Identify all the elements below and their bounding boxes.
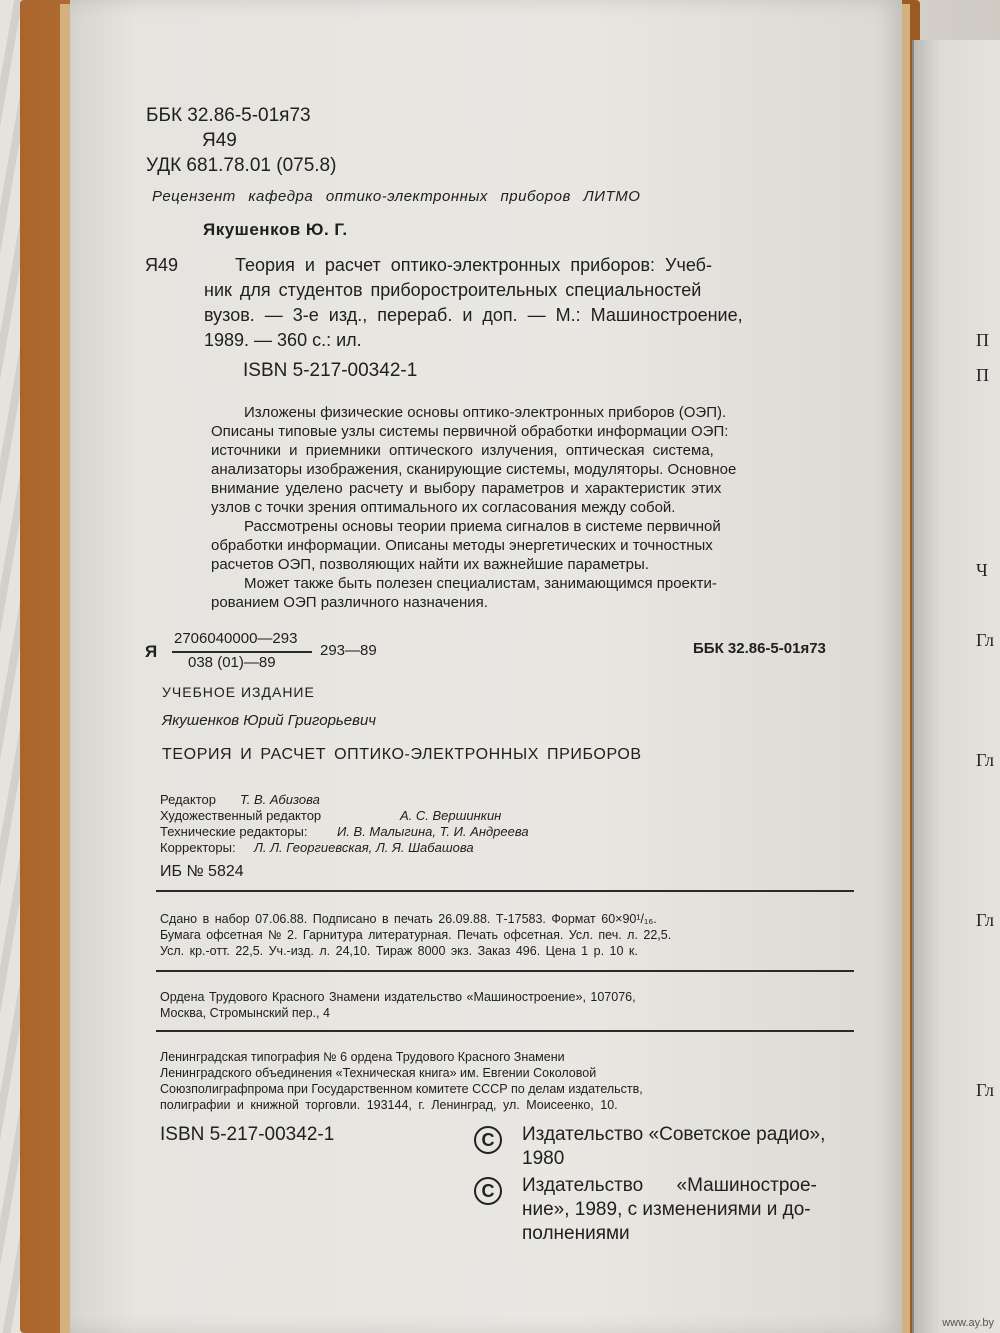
abstract-line: расчетов ОЭП, позволяющих найти их важнейшие параметры. xyxy=(211,556,649,573)
next-page-fragment: П xyxy=(976,330,989,350)
bib-code: Я49 xyxy=(145,255,179,275)
ib-number: ИБ № 5824 xyxy=(160,863,244,880)
next-page-edge xyxy=(912,40,1000,1333)
printer-line: полиграфии и книжной торговли. 193144, г. Ленинград, ул. Моисеенко, 10. xyxy=(160,1098,618,1112)
abstract-line: узлов с точки зрения оптимального их согласования между собой. xyxy=(211,499,676,516)
staff-role: Технические редакторы: xyxy=(160,824,308,839)
copyright-line: Издательство «Советское радио», xyxy=(522,1124,826,1145)
printer-line: Союзполиграфпрома при Государственном комитете СССР по делам издательств, xyxy=(160,1082,643,1096)
abstract-line: источники и приемники оптического излучения, оптическая система, xyxy=(211,442,714,459)
abstract-line: Описаны типовые узлы системы первичной обработки информации ОЭП: xyxy=(211,423,729,440)
bib-line: вузов. — 3-е изд., перераб. и доп. — М.: Машиностроение, xyxy=(204,305,743,325)
next-page-fragment: Гл xyxy=(976,1080,995,1100)
next-page-fragment: П xyxy=(976,365,989,385)
abstract-line: Может также быть полезен специалистам, занимающимся проекти- xyxy=(244,575,717,592)
staff-role: Корректоры: xyxy=(160,840,236,855)
formula-denominator: 038 (01)—89 xyxy=(188,654,276,671)
reviewer-line: Рецензент кафедра оптико-электронных приборов ЛИТМО xyxy=(152,188,641,205)
printer-line: Ленинградского объединения «Техническая книга» им. Евгении Соколовой xyxy=(160,1066,597,1080)
bbk-code-bottom: ББК 32.86-5-01я73 xyxy=(693,640,826,657)
next-page-fragment: Ч xyxy=(976,560,988,580)
staff-role: Художественный редактор xyxy=(160,808,322,823)
formula-numerator: 2706040000—293 xyxy=(174,630,298,647)
staff-name: Т. В. Абизова xyxy=(240,792,320,807)
abstract-line: внимание уделено расчету и выбору параметров и характеристик этих xyxy=(211,480,722,497)
edition-type: УЧЕБНОЕ ИЗДАНИЕ xyxy=(162,684,315,700)
bib-line: ник для студентов приборостроительных специальностей xyxy=(204,280,702,300)
staff-name: Л. Л. Георгиевская, Л. Я. Шабашова xyxy=(254,840,474,855)
abstract-line: Рассмотрены основы теории приема сигналов в системе первичной xyxy=(244,518,721,535)
next-page-fragment: Гл xyxy=(976,910,995,930)
abstract-line: обработки информации. Описаны методы энергетических и точностных xyxy=(211,537,713,554)
formula-letter: Я xyxy=(145,642,158,661)
copyright-line: ние», 1989, с изменениями и до- xyxy=(522,1199,811,1220)
formula-fraction-bar xyxy=(172,651,312,653)
bbk-code: ББК 32.86-5-01я73 xyxy=(146,105,311,126)
udk-code: УДК 681.78.01 (075.8) xyxy=(146,155,337,176)
printer-line: Ленинградская типография № 6 ордена Трудового Красного Знамени xyxy=(160,1050,565,1064)
author-mark: Я49 xyxy=(202,130,237,151)
book-title: ТЕОРИЯ И РАСЧЕТ ОПТИКО-ЭЛЕКТРОННЫХ ПРИБОРОВ xyxy=(162,746,642,763)
author-full-name: Якушенков Юрий Григорьевич xyxy=(162,712,377,729)
next-page-fragment: Гл xyxy=(976,630,995,650)
print-info-line: Усл. кр.-отт. 22,5. Уч.-изд. л. 24,10. Тираж 8000 экз. Заказ 496. Цена 1 р. 10 к. xyxy=(160,944,638,958)
staff-name: А. С. Вершинкин xyxy=(400,808,502,823)
abstract-line: Изложены физические основы оптико-электронных приборов (ОЭП). xyxy=(244,404,727,421)
bib-line: Теория и расчет оптико-электронных приборов: Учеб- xyxy=(235,255,712,275)
staff-role: Редактор xyxy=(160,792,216,807)
publisher-line: Москва, Стромынский пер., 4 xyxy=(160,1006,330,1020)
divider xyxy=(156,970,854,972)
author-name: Якушенков Ю. Г. xyxy=(203,220,348,239)
isbn-top: ISBN 5-217-00342-1 xyxy=(243,360,418,381)
formula-suffix: 293—89 xyxy=(320,642,377,659)
copyright-line: 1980 xyxy=(522,1148,565,1169)
abstract-line: рованием ОЭП различного назначения. xyxy=(211,594,488,611)
abstract-line: анализаторы изображения, сканирующие системы, модуляторы. Основное xyxy=(211,461,737,478)
print-info-line: Сдано в набор 07.06.88. Подписано в печать 26.09.88. Т-17583. Формат 60×90¹/₁₆. xyxy=(160,912,657,926)
isbn-bottom: ISBN 5-217-00342-1 xyxy=(160,1124,335,1145)
copyright-icon: C xyxy=(474,1126,502,1154)
divider xyxy=(156,890,854,892)
publisher-line: Ордена Трудового Красного Знамени издательство «Машиностроение», 107076, xyxy=(160,990,636,1004)
copyright-line: Издательство «Машинострое- xyxy=(522,1175,817,1196)
divider xyxy=(156,1030,854,1032)
print-info-line: Бумага офсетная № 2. Гарнитура литературная. Печать офсетная. Усл. печ. л. 22,5. xyxy=(160,928,672,942)
bib-line: 1989. — 360 с.: ил. xyxy=(204,330,362,350)
copyright-icon: C xyxy=(474,1177,502,1205)
next-page-fragment: Гл xyxy=(976,750,995,770)
staff-name: И. В. Малыгина, Т. И. Андреева xyxy=(337,824,529,839)
book-page xyxy=(70,0,902,1333)
copyright-line: полнениями xyxy=(522,1223,630,1244)
watermark: www.ay.by xyxy=(942,1317,994,1329)
